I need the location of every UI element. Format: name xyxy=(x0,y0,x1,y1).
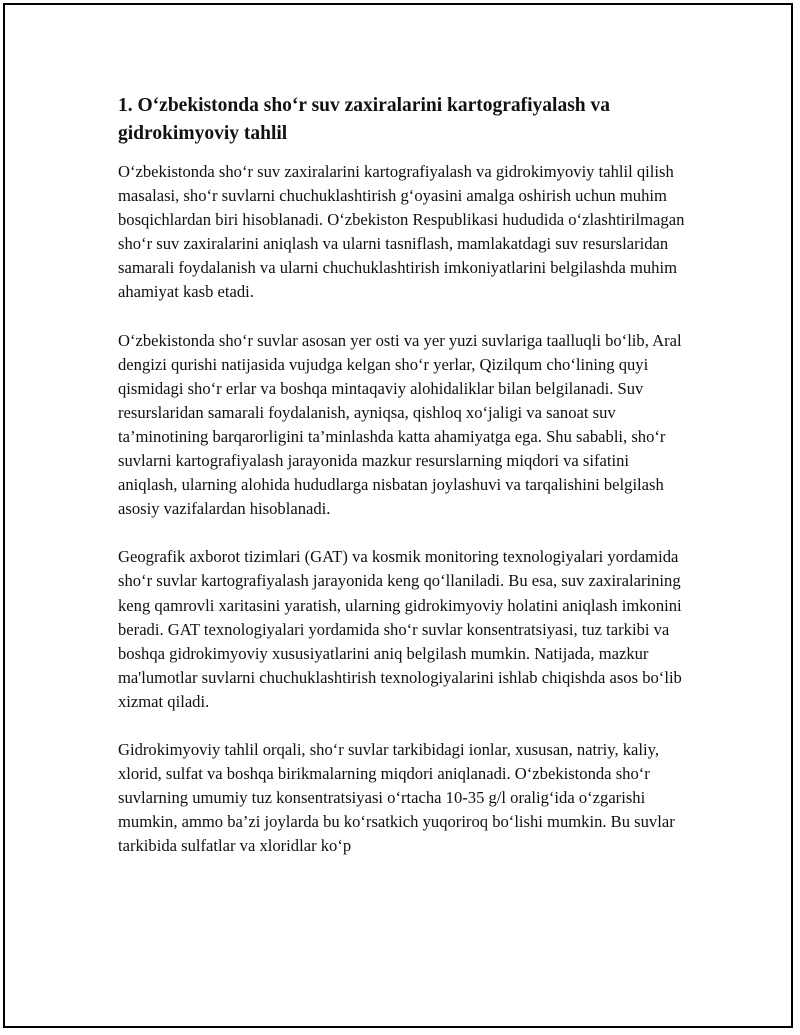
paragraph-4: Gidrokimyoviy tahlil orqali, sho‘r suvlar tarkibidagi ionlar, xususan, natriy, kaliy, xlorid, sulfat va boshqa birikmalarning miqdori aniqlanadi. O‘zbekistonda sho‘r suvlarning umumiy tuz konsentratsiyasi o‘rtacha 10-35 g/l oralig‘ida o‘zgarishi mumkin, ammo ba’zi joylarda bu ko‘rsatkich yuqoriroq bo‘lishi mumkin. Bu suvlar tarkibida sulfatlar va xloridlar ko‘p xyxy=(118,739,675,856)
paragraph-2: O‘zbekistonda sho‘r suvlar asosan yer osti va yer yuzi suvlariga taalluqli bo‘lib, Aral dengizi qurishi natijasida vujudga kelgan sho‘r yerlar, Qizilqum cho‘lining quyi qismidagi sho‘r erlar va boshqa mintaqaviy alohidaliklar bilan belgilanadi. Suv resurslaridan samarali foydalanish, ayniqsa, qishloq xo‘jaligi va sanoat suv ta’minotining barqarorligini ta’minlashda katta ahamiyatga ega. Shu sababli, sho‘r suvlarni kartografiyalash jarayonida mazkur resurslarning miqdori va sifatini aniqlash, ularning alohida hududlarga nisbatan joylashuvi va tarqalishini belgilash asosiy vazifalardan hisoblanadi. xyxy=(118,330,682,519)
document-body xyxy=(118,92,688,882)
paragraph-1: O‘zbekistonda sho‘r suv zaxiralarini kartografiyalash va gidrokimyoviy tahlil qilish masalasi, sho‘r suvlarni chuchuklashtirish g‘oyasini amalga oshirish uchun muhim bosqichlardan biri hisoblanadi. O‘zbekiston Respublikasi hududida o‘zlashtirilmagan sho‘r suv zaxiralarini aniqlash va ularni tasniflash, mamlakatdagi suv resurslaridan samarali foydalanish va ularni chuchuklashtirish imkoniyatlarini belgilashda muhim ahamiyat kasb etadi. xyxy=(118,162,685,302)
paragraph-3: Geografik axborot tizimlari (GAT) va kosmik monitoring texnologiyalari yordamida sho‘r suvlar kartografiyalash jarayonida keng qo‘llaniladi. Bu esa, suv zaxiralarining keng qamrovli xaritasini yaratish, ularning gidrokimyoviy holatini aniqlash imkonini beradi. GAT texnologiyalari yordamida sho‘r suvlar konsentratsiyasi, tuz tarkibi va boshqa gidrokimyoviy xususiyatlarini aniq belgilash mumkin. Natijada, mazkur ma'lumotlar suvlarni chuchuklashtirish texnologiyalarini ishlab chiqishda asos bo‘lib xizmat qiladi. xyxy=(118,547,682,711)
section-heading: 1. O‘zbekistonda sho‘r suv zaxiralarini kartografiyalash va gidrokimyoviy tahlil xyxy=(118,95,611,144)
